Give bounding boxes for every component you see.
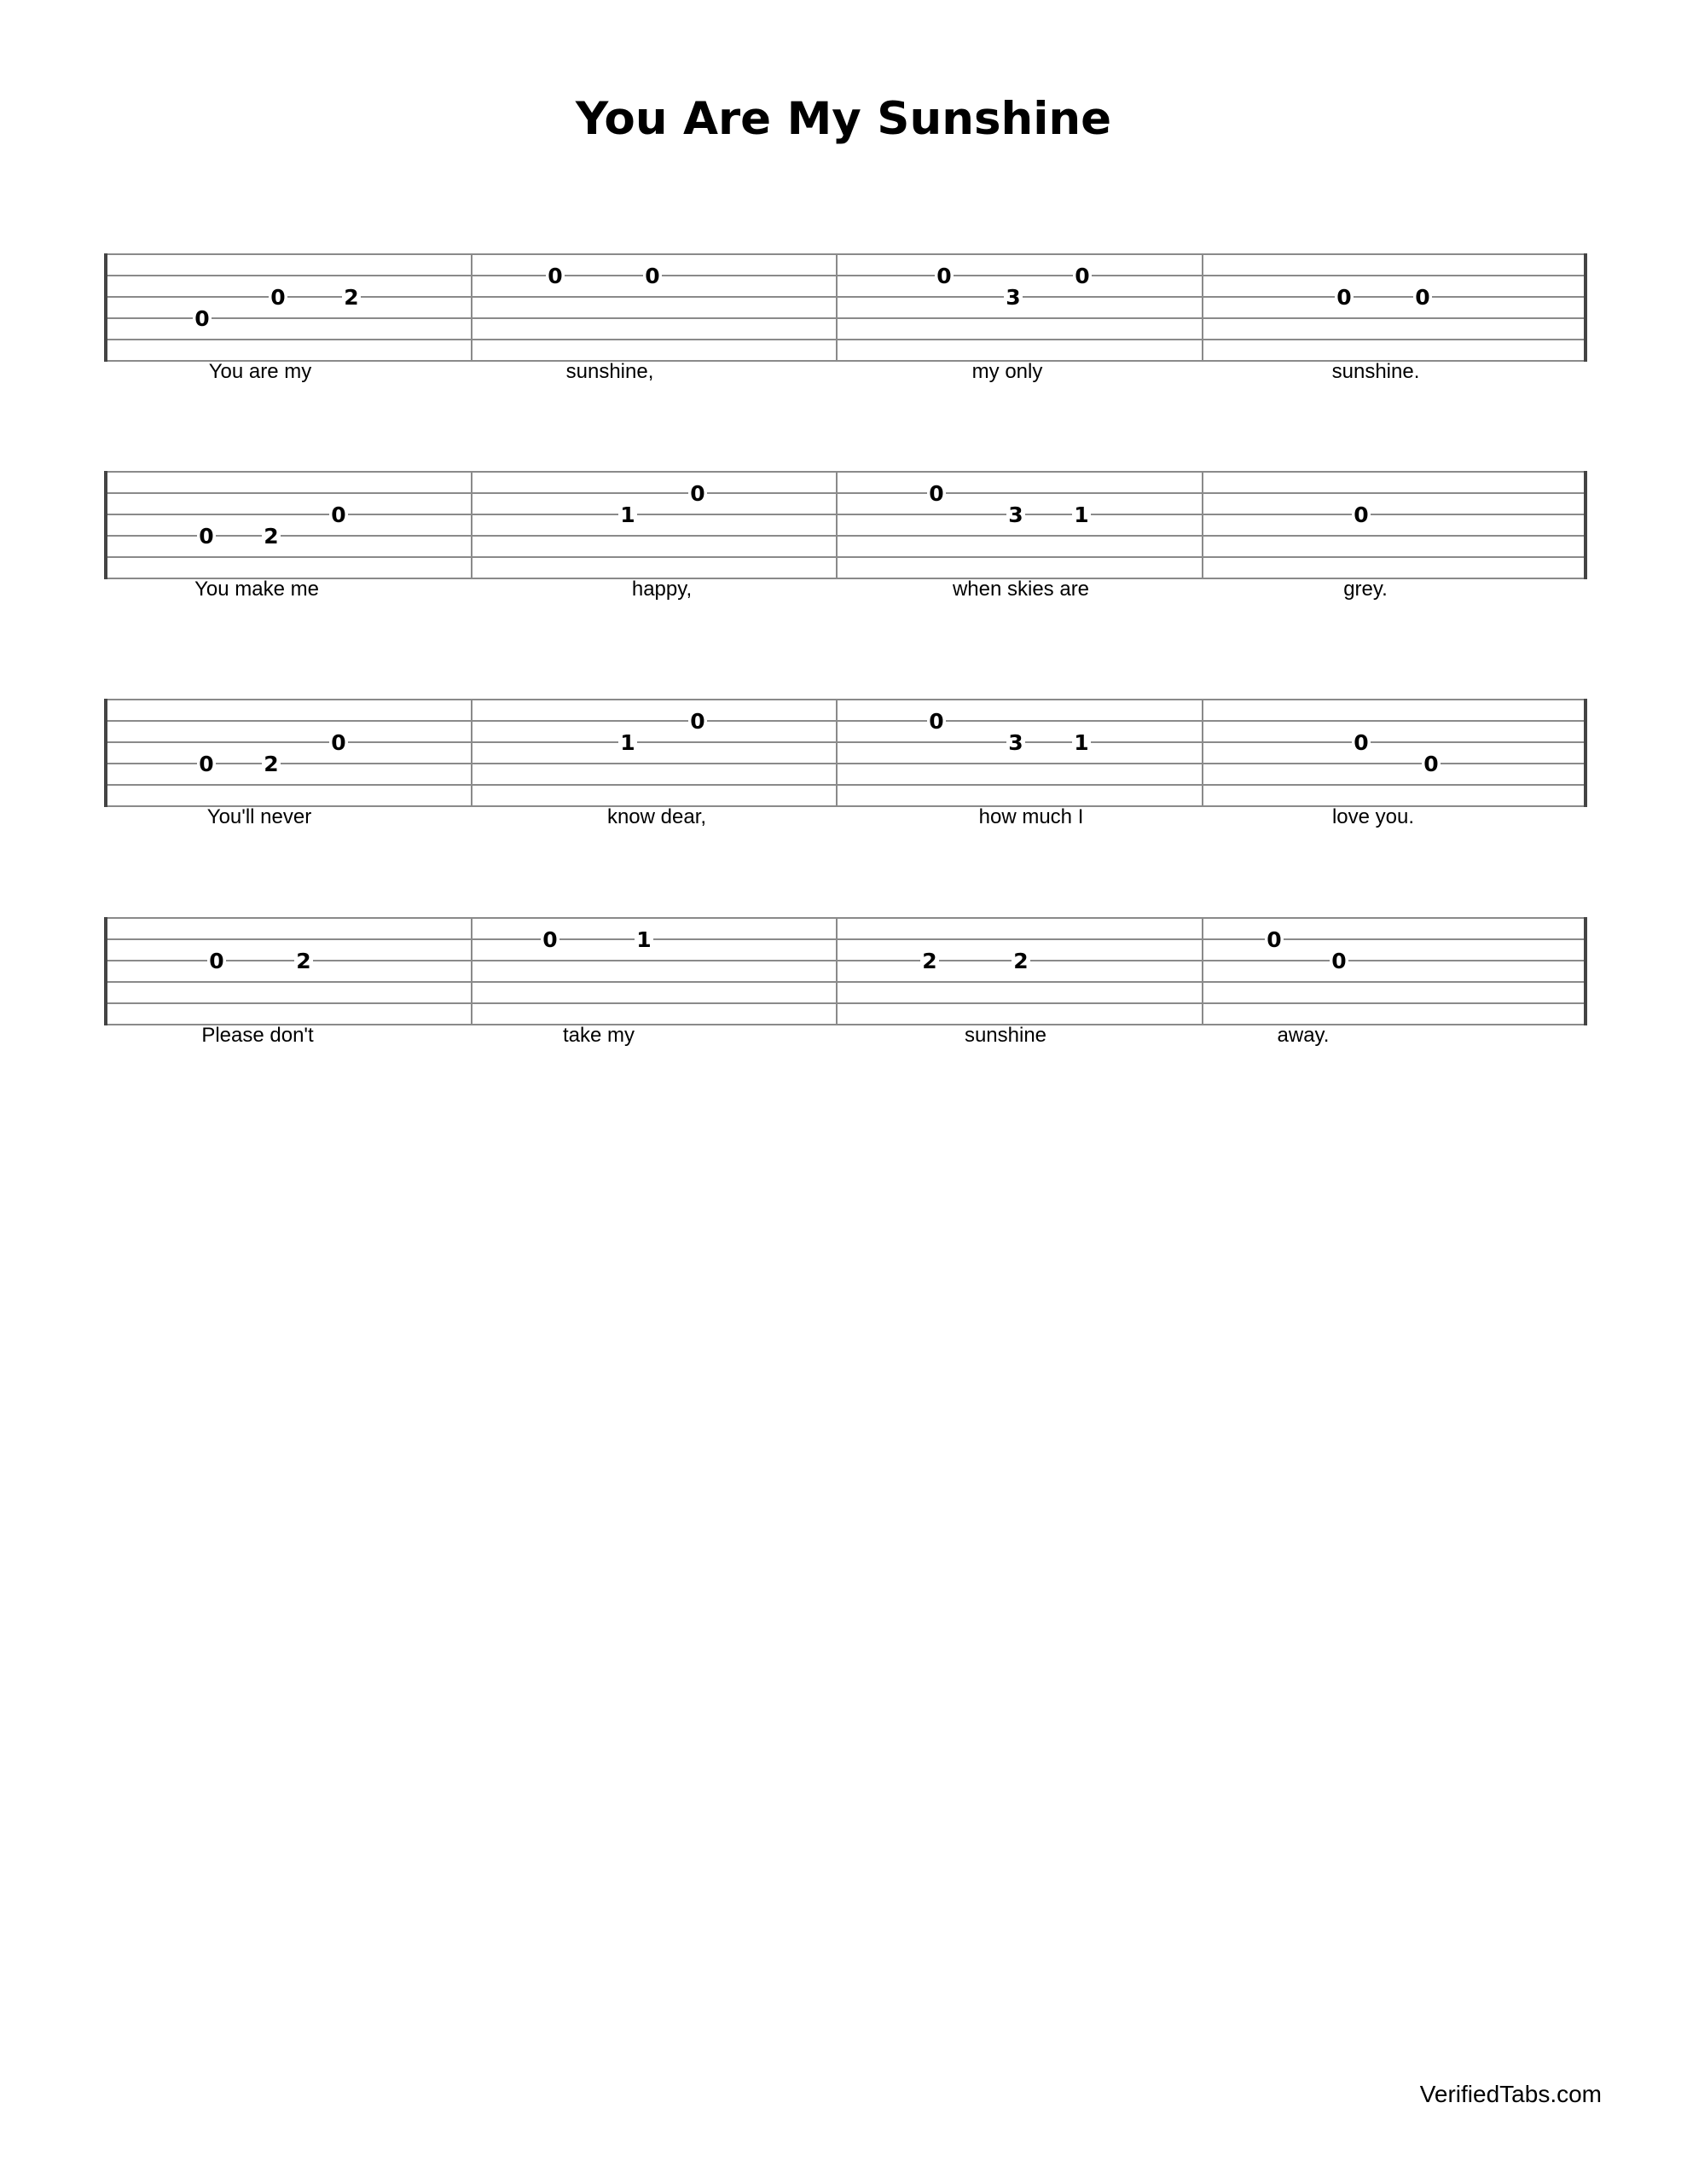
fret-number: 0	[929, 709, 944, 734]
song-title: You Are My Sunshine	[575, 93, 1112, 145]
fret-number: 3	[1008, 502, 1023, 527]
lyric-text: Please don't	[201, 1024, 314, 1047]
fret-number: 0	[270, 285, 286, 310]
fret-number: 0	[1415, 285, 1430, 310]
fret-number: 0	[690, 709, 705, 734]
fret-number: 0	[1267, 927, 1282, 952]
fret-number: 0	[331, 502, 346, 527]
fret-number: 2	[296, 949, 311, 973]
fret-number: 0	[645, 264, 660, 288]
fret-number: 1	[1074, 730, 1089, 755]
fret-number: 0	[1336, 285, 1352, 310]
fret-number: 1	[636, 927, 652, 952]
lyric-text: how much I	[978, 805, 1084, 828]
lyric-text: take my	[562, 1024, 635, 1047]
lyric-text: sunshine.	[1331, 360, 1420, 383]
fret-number: 2	[264, 524, 279, 549]
fret-number: 3	[1008, 730, 1023, 755]
fret-number: 0	[1354, 502, 1369, 527]
fret-number: 2	[1013, 949, 1029, 973]
fret-number: 0	[199, 752, 214, 776]
fret-number: 0	[209, 949, 224, 973]
fret-number: 1	[1074, 502, 1089, 527]
fret-number: 3	[1006, 285, 1021, 310]
tab-system	[106, 917, 1586, 1047]
fret-number: 0	[1075, 264, 1090, 288]
fret-number: 0	[194, 306, 210, 331]
fret-number: 0	[331, 730, 346, 755]
lyric-text: happy,	[631, 578, 693, 601]
tab-system	[106, 699, 1586, 828]
fret-number: 0	[936, 264, 952, 288]
lyric-text: grey.	[1343, 578, 1388, 601]
lyric-text: sunshine	[964, 1024, 1047, 1047]
fret-number: 0	[690, 481, 705, 506]
lyric-text: You'll never	[206, 805, 312, 828]
fret-number: 0	[1331, 949, 1347, 973]
fret-number: 1	[620, 502, 635, 527]
fret-number: 0	[1423, 752, 1439, 776]
fret-number: 2	[344, 285, 359, 310]
tab-system	[106, 471, 1586, 601]
fret-number: 2	[922, 949, 937, 973]
fret-number: 0	[199, 524, 214, 549]
fret-number: 2	[264, 752, 279, 776]
fret-number: 0	[542, 927, 558, 952]
lyric-text: away.	[1277, 1024, 1330, 1047]
lyric-text: know dear,	[606, 805, 707, 828]
lyric-text: my only	[971, 360, 1043, 383]
fret-number: 0	[548, 264, 563, 288]
fret-number: 1	[620, 730, 635, 755]
site-credit: VerifiedTabs.com	[1419, 2081, 1602, 2107]
lyric-text: sunshine,	[565, 360, 654, 383]
lyric-text: You are my	[208, 360, 312, 383]
tab-system	[106, 253, 1586, 383]
lyric-text: love you.	[1331, 805, 1415, 828]
fret-number: 0	[1354, 730, 1369, 755]
fret-number: 0	[929, 481, 944, 506]
lyric-text: when skies are	[952, 578, 1090, 601]
lyric-text: You make me	[194, 578, 319, 601]
